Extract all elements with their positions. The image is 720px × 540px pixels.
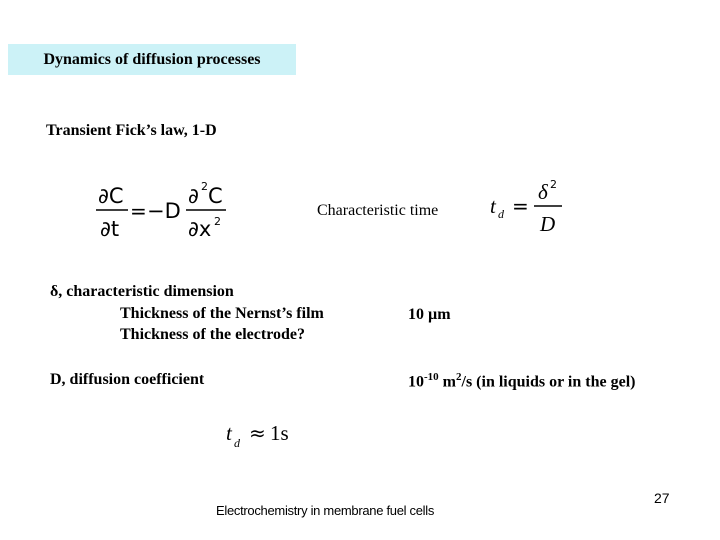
- slide-title: Dynamics of diffusion processes: [8, 44, 296, 75]
- fick-rhs-numerator-exp: 2: [201, 180, 208, 193]
- td-numerator-exp: 2: [550, 178, 557, 191]
- fick-rhs-denominator: ∂x: [188, 217, 212, 241]
- diffusion-value-exponent: -10: [424, 371, 439, 383]
- diffusion-coefficient-value: [408, 371, 635, 391]
- approx-time-equation: [222, 418, 302, 454]
- fick-rhs-numerator-c: C: [208, 184, 223, 208]
- characteristic-time-label: Characteristic time: [317, 202, 439, 219]
- fick-rhs-numerator-d: ∂: [188, 184, 199, 208]
- approx-value: 1s: [270, 421, 289, 445]
- page-number: 27: [654, 490, 670, 506]
- approx-t: t: [226, 421, 232, 445]
- diffusion-value-unit-exponent: 2: [456, 371, 462, 383]
- section-subheading: Transient Fick’s law, 1-D: [46, 122, 217, 139]
- diffusion-coefficient-label: D, diffusion coefficient: [50, 371, 205, 388]
- fick-lhs-numerator: ∂C: [98, 184, 124, 208]
- delta-dimension-label: δ, characteristic dimension: [50, 283, 234, 300]
- nernst-film-label: Thickness of the Nernst’s film: [120, 305, 324, 322]
- nernst-film-value: 10 µm: [408, 306, 451, 323]
- td-denominator: D: [540, 212, 556, 236]
- approx-symbol: ≈: [249, 421, 266, 445]
- fick-law-equation: [92, 178, 232, 244]
- td-subscript: d: [498, 207, 504, 221]
- electrode-thickness-label: Thickness of the electrode?: [120, 326, 306, 343]
- footer-text: Electrochemistry in membrane fuel cells: [216, 503, 435, 518]
- fick-equals: =: [130, 199, 147, 223]
- td-numerator-delta: δ: [538, 180, 548, 204]
- characteristic-time-equation: [486, 175, 566, 237]
- diffusion-value-base: 10: [408, 373, 424, 391]
- td-equals: =: [512, 194, 529, 218]
- diffusion-value-unit: m: [438, 373, 456, 391]
- diffusion-value-tail: /s (in liquids or in the gel): [461, 373, 636, 391]
- approx-subscript: d: [234, 436, 240, 450]
- fick-rhs-denominator-exp: 2: [214, 215, 221, 228]
- fick-lhs-denominator: ∂t: [100, 217, 120, 241]
- td-t: t: [490, 194, 496, 218]
- fick-minus-d: −D: [147, 199, 181, 223]
